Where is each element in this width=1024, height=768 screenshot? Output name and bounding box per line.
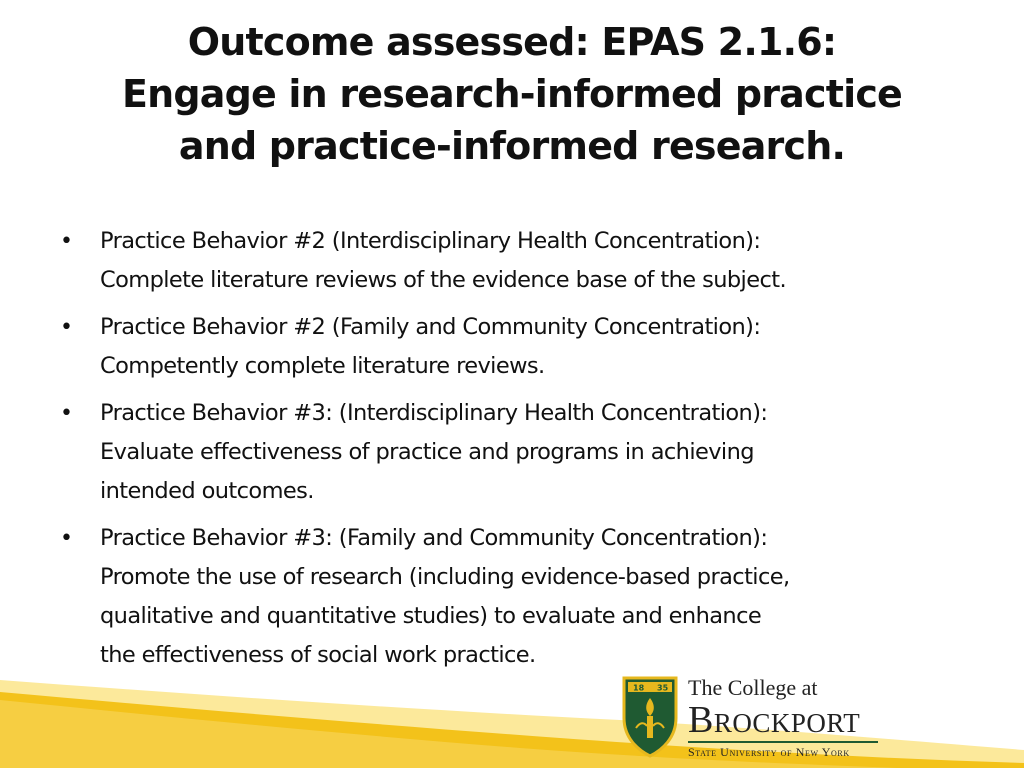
shield-year-right: 35 — [657, 683, 669, 693]
title-line: Engage in research-informed practice — [121, 72, 903, 116]
bullet-text-line: qualitative and quantitative studies) to evaluate and enhance — [100, 603, 762, 629]
title-line: Outcome assessed: EPAS 2.1.6: — [187, 20, 837, 64]
bullet-icon: • — [60, 401, 73, 426]
title-line: and practice-informed research. — [178, 124, 846, 168]
bullet-text-line: the effectiveness of social work practice. — [100, 642, 536, 668]
bullet-list — [60, 222, 980, 683]
bullet-text-line: Practice Behavior #3: (Family and Community Concentration): — [100, 525, 768, 551]
bullet-icon: • — [60, 526, 73, 551]
bullet-item — [60, 222, 980, 300]
shield-year-left: 18 — [633, 683, 645, 693]
logo-suny-text: State University of New York — [688, 745, 850, 759]
bullet-text-line: Practice Behavior #2 (Interdisciplinary Health Concentration): — [100, 228, 761, 254]
bullet-item — [60, 308, 980, 386]
brockport-shield-icon — [620, 672, 680, 758]
logo-college-text: The College at — [688, 675, 818, 700]
slide-title — [40, 16, 984, 172]
brockport-logo — [620, 672, 890, 760]
bullet-text-line: Evaluate effectiveness of practice and programs in achieving — [100, 439, 754, 465]
bullet-text-line: Practice Behavior #2 (Family and Community Concentration): — [100, 314, 761, 340]
logo-wordmark — [688, 676, 878, 759]
bullet-text-line: Competently complete literature reviews. — [100, 353, 545, 379]
logo-brockport-text: Brockport — [688, 699, 861, 741]
bullet-text-line: Promote the use of research (including evidence-based practice, — [100, 564, 790, 590]
bullet-icon: • — [60, 229, 73, 254]
bullet-text-line: intended outcomes. — [100, 478, 314, 504]
bullet-text-line: Complete literature reviews of the evidence base of the subject. — [100, 267, 786, 293]
bullet-item — [60, 519, 980, 675]
logo-divider — [688, 741, 878, 743]
bullet-item — [60, 394, 980, 511]
bullet-text-line: Practice Behavior #3: (Interdisciplinary Health Concentration): — [100, 400, 768, 426]
bullet-icon: • — [60, 315, 73, 340]
